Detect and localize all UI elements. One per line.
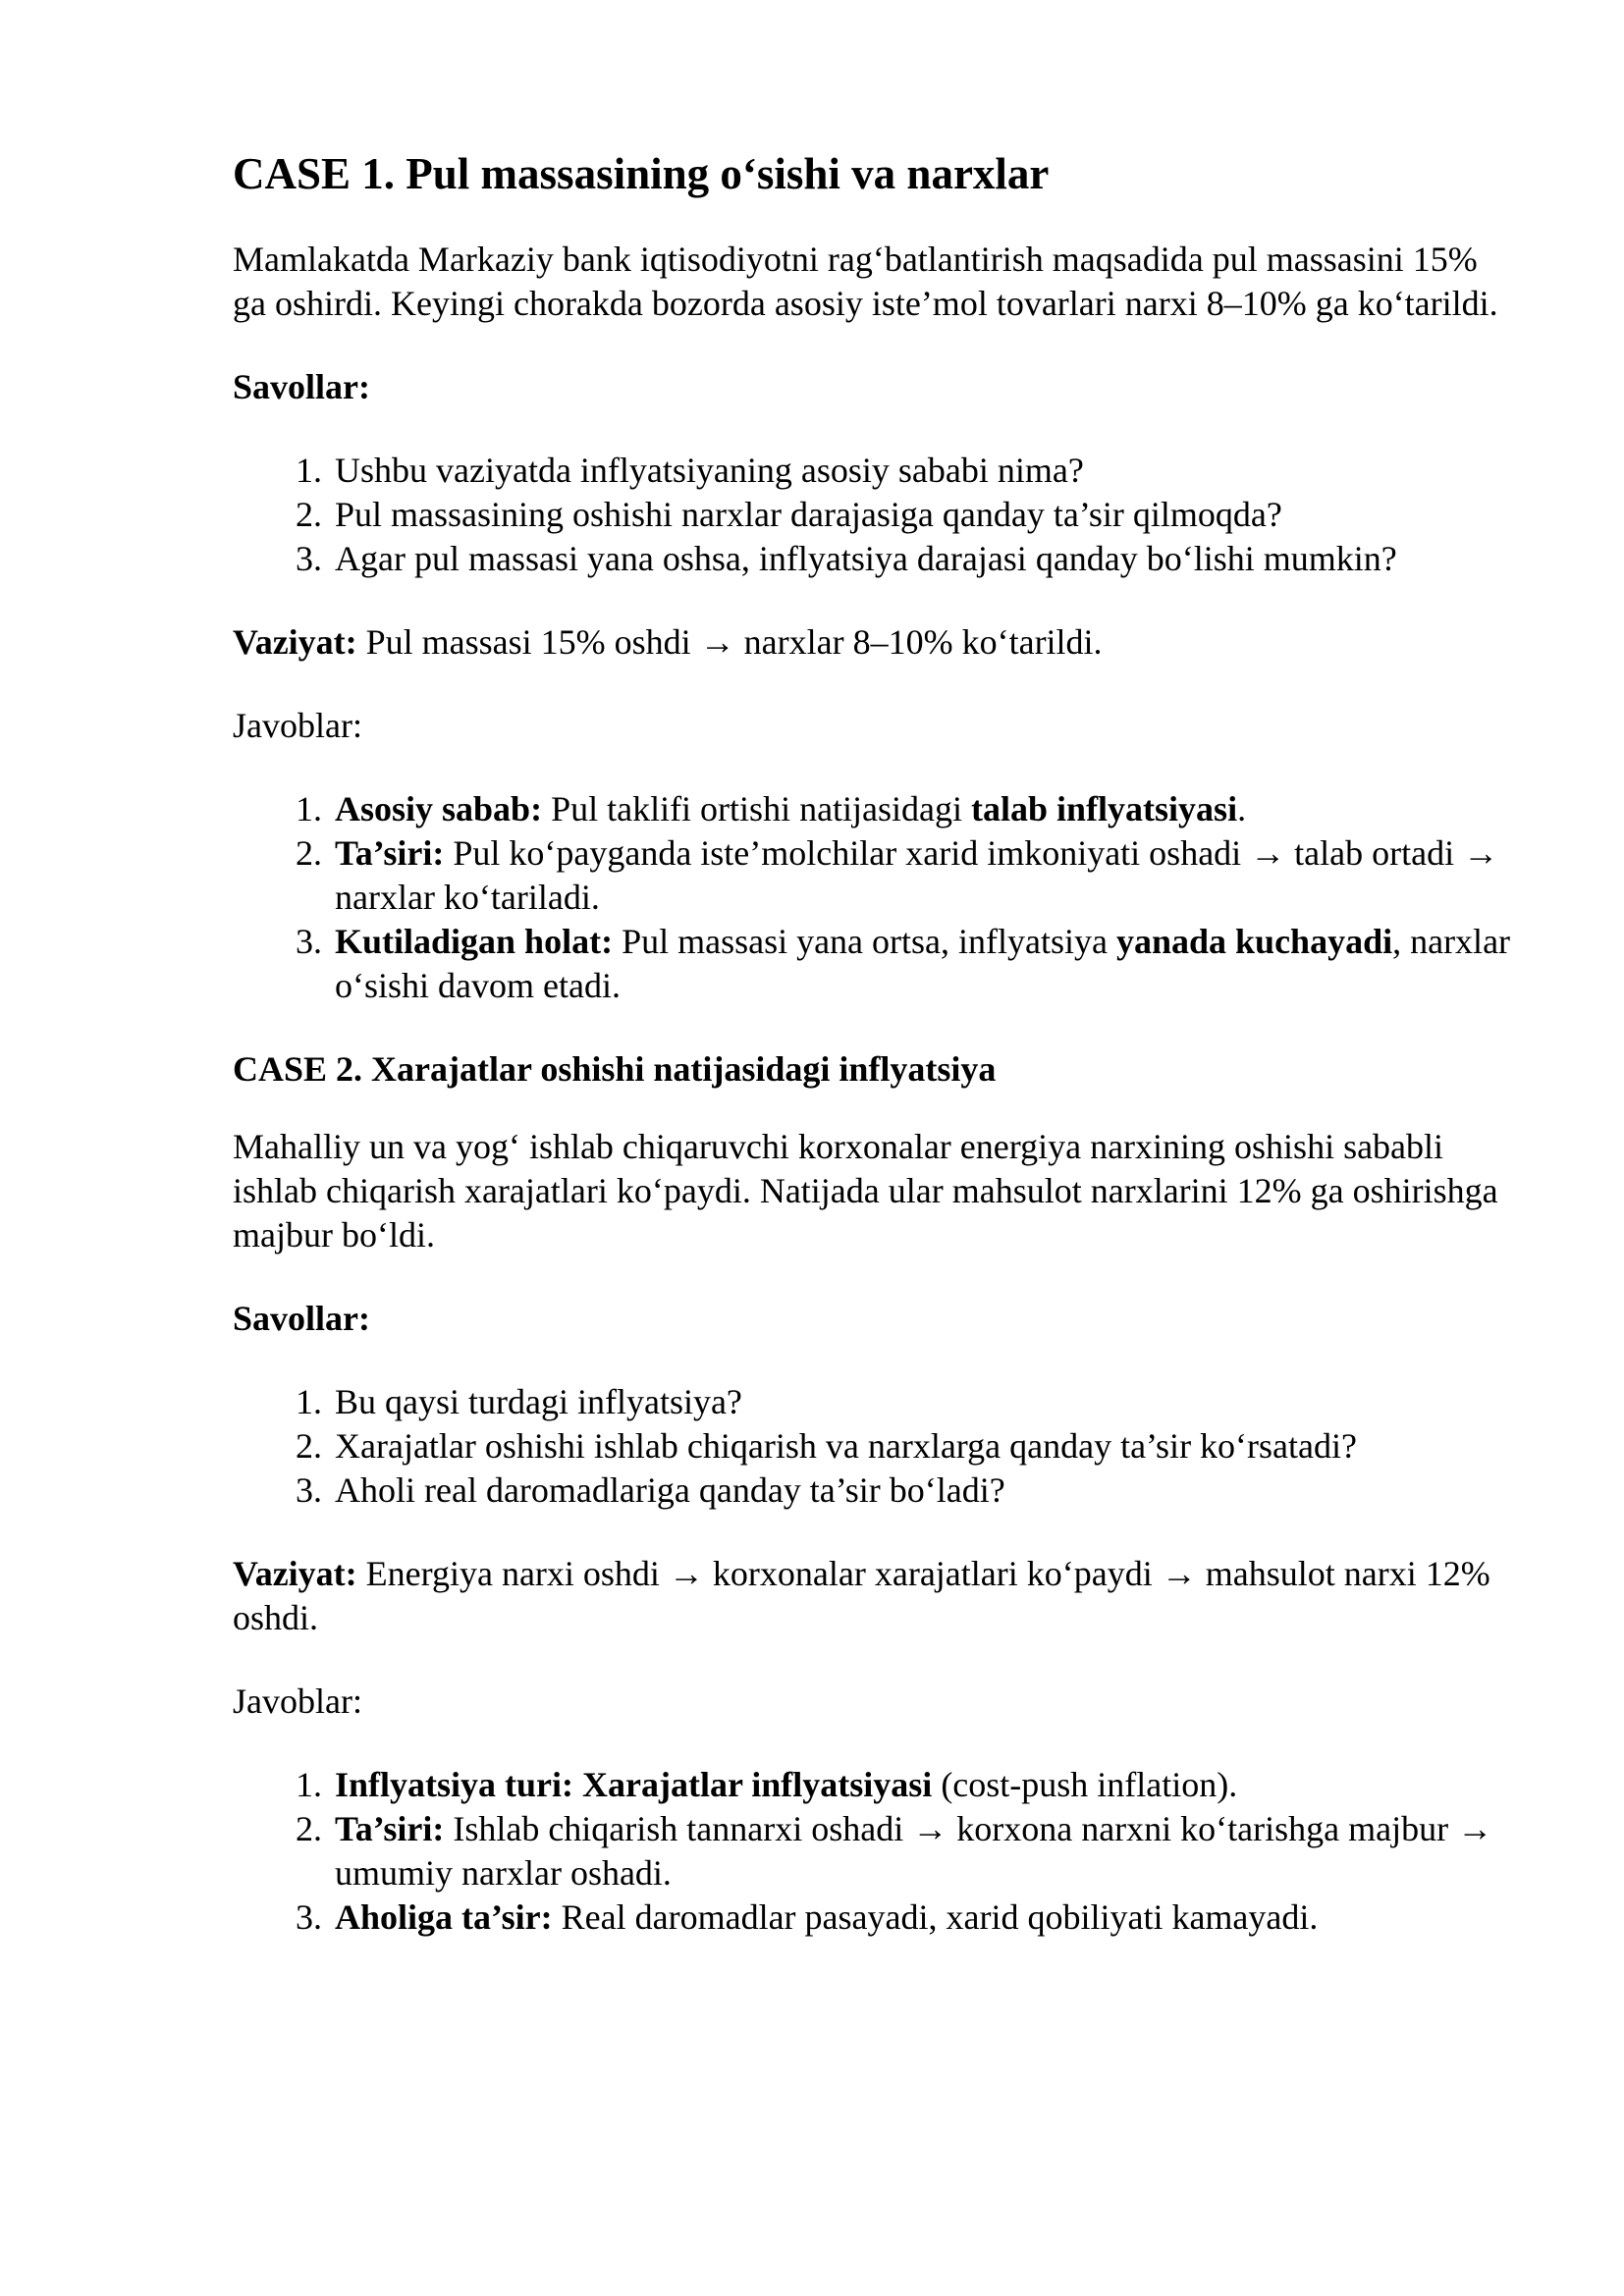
answer-text: (cost-push inflation).	[932, 1765, 1238, 1804]
case1-answer	[331, 787, 1519, 831]
case1-intro: Mamlakatda Markaziy bank iqtisodiyotni rag‘batlantirish maqsadida pul massasini 15% ga oshirdi. Keyingi chorakda bozorda asosiy iste’mol tovarlari narxi 8–10% ga ko‘tarildi.	[233, 240, 1498, 323]
case1-answers-list	[233, 787, 1519, 1008]
case1-questions-heading: Savollar:	[233, 367, 370, 406]
answer-text: Pul taklifi ortishi natijasidagi	[542, 789, 972, 828]
case2-answer	[331, 1807, 1519, 1896]
case1-situation	[233, 620, 1519, 665]
case2-question: 3. Aholi real daromadlariga qanday ta’sir bo‘ladi?	[331, 1468, 1519, 1513]
case2-answer	[331, 1763, 1519, 1807]
answer-text: .	[1237, 789, 1247, 828]
answer-label: Kutiladigan holat:	[335, 922, 614, 961]
case1-situation-label: Vaziyat:	[233, 622, 357, 662]
case2-situation-label: Vaziyat:	[233, 1554, 357, 1593]
answer-text: Pul massasi yana ortsa, inflyatsiya	[613, 922, 1116, 961]
case2-title: CASE 2. Xarajatlar oshishi natijasidagi inflyatsiya	[233, 1049, 997, 1089]
answer-text: Ishlab chiqarish tannarxi oshadi → korxona narxni ko‘tarishga majbur → umumiy narxlar oshadi.	[335, 1809, 1493, 1893]
answer-text: , narxlar o‘sishi davom etadi.	[335, 922, 1511, 1005]
case2-question: 2. Xarajatlar oshishi ishlab chiqarish va narxlarga qanday ta’sir ko‘rsatadi?	[331, 1424, 1519, 1468]
case2-situation-text: Energiya narxi oshdi → korxonalar xarajatlari ko‘paydi → mahsulot narxi 12% oshdi.	[233, 1554, 1490, 1637]
case2-situation	[233, 1552, 1519, 1640]
answer-text: Real daromadlar pasayadi, xarid qobiliyati kamayadi.	[552, 1897, 1319, 1937]
case2-answer	[331, 1896, 1519, 1940]
case1-title: CASE 1. Pul massasining o‘sishi va narxlar	[233, 149, 1050, 198]
answer-label: Ta’siri:	[335, 1809, 445, 1848]
answer-emphasis: talab inflyatsiyasi	[971, 789, 1238, 828]
case1-question: 3. Agar pul massasi yana oshsa, inflyatsiya darajasi qanday bo‘lishi mumkin?	[331, 537, 1519, 581]
case1-question: 2. Pul massasining oshishi narxlar darajasiga qanday ta’sir qilmoqda?	[331, 493, 1519, 537]
document-page	[233, 147, 1519, 1979]
answer-label: Ta’siri:	[335, 833, 445, 873]
case1-questions-list	[233, 449, 1519, 581]
case2-answers-heading: Javoblar:	[233, 1682, 362, 1721]
case1-situation-text: Pul massasi 15% oshdi → narxlar 8–10% ko‘tarildi.	[356, 622, 1103, 662]
case2-answers-list	[233, 1763, 1519, 1940]
answer-emphasis: yanada kuchayadi	[1115, 922, 1393, 961]
case1-answers-heading: Javoblar:	[233, 706, 362, 745]
case1-question: 1. Ushbu vaziyatda inflyatsiyaning asosiy sababi nima?	[331, 449, 1519, 493]
answer-label: Aholiga ta’sir:	[335, 1897, 553, 1937]
answer-label: Asosiy sabab:	[335, 789, 543, 828]
case2-intro: Mahalliy un va yog‘ ishlab chiqaruvchi korxonalar energiya narxining oshishi sababli ishlab chiqarish xarajatlari ko‘paydi. Natijada ular mahsulot narxlarini 12% ga oshirishga majbur bo‘ldi.	[233, 1127, 1498, 1255]
case2-questions-list	[233, 1380, 1519, 1513]
case2-question: 1. Bu qaysi turdagi inflyatsiya?	[331, 1380, 1519, 1424]
answer-label: Inflyatsiya turi: Xarajatlar inflyatsiyasi	[335, 1765, 933, 1804]
case1-answer	[331, 920, 1519, 1008]
case1-answer	[331, 831, 1519, 920]
case2-questions-heading: Savollar:	[233, 1299, 370, 1338]
answer-text: Pul ko‘payganda iste’molchilar xarid imkoniyati oshadi → talab ortadi → narxlar ko‘tariladi.	[335, 833, 1499, 917]
